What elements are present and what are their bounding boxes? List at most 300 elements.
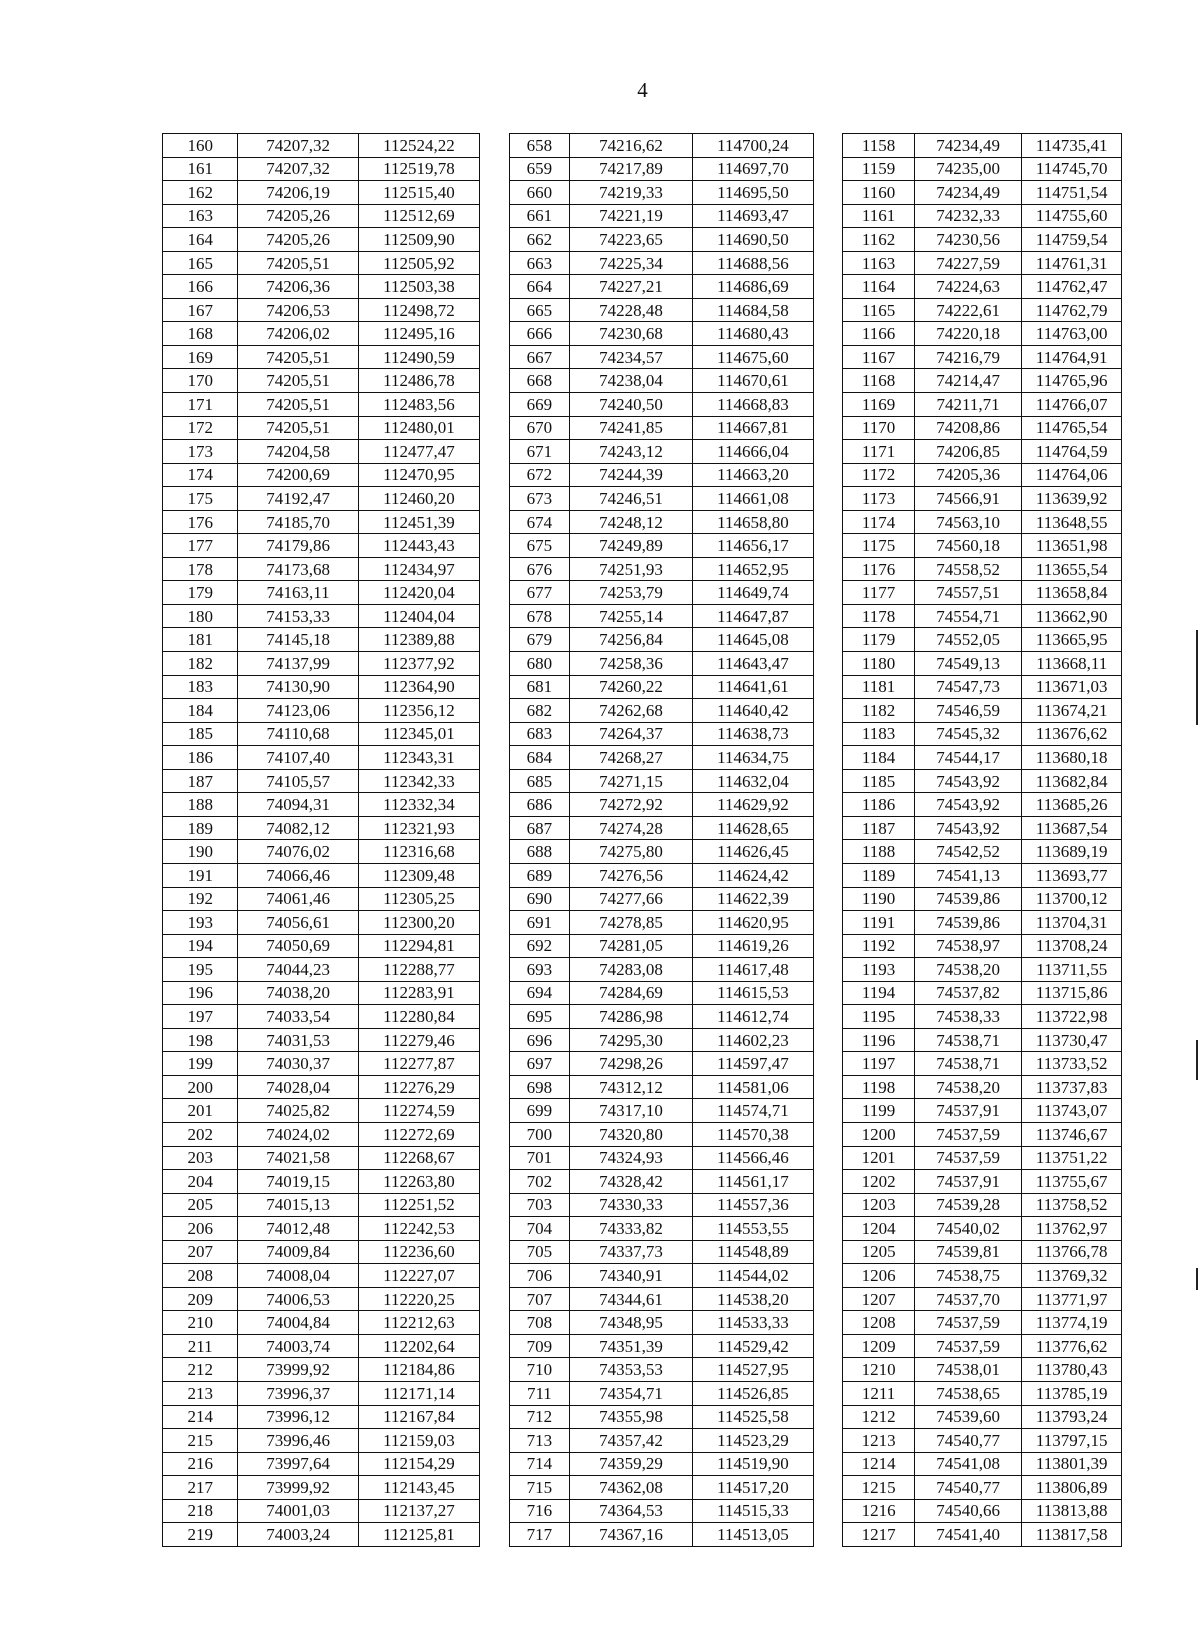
x-coordinate-cell: 74353,53: [570, 1358, 692, 1382]
x-coordinate-cell: 74317,10: [570, 1099, 692, 1123]
x-coordinate-cell: 74185,70: [238, 510, 358, 534]
column-group-gap: [480, 816, 509, 840]
point-number-cell: 1175: [843, 534, 914, 558]
point-number-cell: 1212: [843, 1405, 914, 1429]
coordinates-table: [162, 133, 1122, 1547]
y-coordinate-cell: 113682,84: [1022, 769, 1122, 793]
point-number-cell: 160: [163, 134, 238, 158]
point-number-cell: 701: [509, 1146, 570, 1170]
x-coordinate-cell: 74001,03: [238, 1499, 358, 1523]
point-number-cell: 167: [163, 298, 238, 322]
y-coordinate-cell: 114700,24: [692, 134, 813, 158]
table-row: [163, 1028, 1122, 1052]
column-group-gap: [480, 1193, 509, 1217]
y-coordinate-cell: 112283,91: [358, 981, 479, 1005]
table-row: [163, 181, 1122, 205]
y-coordinate-cell: 113771,97: [1022, 1287, 1122, 1311]
y-coordinate-cell: 114690,50: [692, 228, 813, 252]
point-number-cell: 162: [163, 181, 238, 205]
column-group-gap: [480, 675, 509, 699]
x-coordinate-cell: 74359,29: [570, 1452, 692, 1476]
column-group-gap: [480, 1217, 509, 1241]
y-coordinate-cell: 114693,47: [692, 204, 813, 228]
point-number-cell: 1171: [843, 440, 914, 464]
column-group-gap: [814, 652, 843, 676]
x-coordinate-cell: 74541,40: [914, 1523, 1022, 1547]
x-coordinate-cell: 74234,49: [914, 134, 1022, 158]
table-row: [163, 510, 1122, 534]
y-coordinate-cell: 112480,01: [358, 416, 479, 440]
point-number-cell: 207: [163, 1240, 238, 1264]
x-coordinate-cell: 74275,80: [570, 840, 692, 864]
y-coordinate-cell: 113693,77: [1022, 863, 1122, 887]
x-coordinate-cell: 74217,89: [570, 157, 692, 181]
column-group-gap: [814, 463, 843, 487]
x-coordinate-cell: 74248,12: [570, 510, 692, 534]
x-coordinate-cell: 74173,68: [238, 557, 358, 581]
x-coordinate-cell: 74281,05: [570, 934, 692, 958]
y-coordinate-cell: 114570,38: [692, 1122, 813, 1146]
y-coordinate-cell: 114553,55: [692, 1217, 813, 1241]
column-group-gap: [480, 863, 509, 887]
table-row: [163, 1311, 1122, 1335]
point-number-cell: 161: [163, 157, 238, 181]
y-coordinate-cell: 114686,69: [692, 275, 813, 299]
point-number-cell: 676: [509, 557, 570, 581]
y-coordinate-cell: 114624,42: [692, 863, 813, 887]
column-group-gap: [814, 1122, 843, 1146]
column-group-gap: [480, 1005, 509, 1029]
y-coordinate-cell: 112451,39: [358, 510, 479, 534]
point-number-cell: 663: [509, 251, 570, 275]
x-coordinate-cell: 74545,32: [914, 722, 1022, 746]
column-group-gap: [480, 1240, 509, 1264]
point-number-cell: 667: [509, 345, 570, 369]
x-coordinate-cell: 74283,08: [570, 958, 692, 982]
point-number-cell: 697: [509, 1052, 570, 1076]
point-number-cell: 218: [163, 1499, 238, 1523]
table-row: [163, 1170, 1122, 1194]
y-coordinate-cell: 114666,04: [692, 440, 813, 464]
x-coordinate-cell: 74355,98: [570, 1405, 692, 1429]
point-number-cell: 213: [163, 1381, 238, 1405]
point-number-cell: 1200: [843, 1122, 914, 1146]
point-number-cell: 705: [509, 1240, 570, 1264]
y-coordinate-cell: 112272,69: [358, 1122, 479, 1146]
y-coordinate-cell: 114640,42: [692, 699, 813, 723]
y-coordinate-cell: 114759,54: [1022, 228, 1122, 252]
x-coordinate-cell: 74179,86: [238, 534, 358, 558]
x-coordinate-cell: 74543,92: [914, 769, 1022, 793]
column-group-gap: [814, 746, 843, 770]
point-number-cell: 706: [509, 1264, 570, 1288]
x-coordinate-cell: 74243,12: [570, 440, 692, 464]
x-coordinate-cell: 74234,57: [570, 345, 692, 369]
column-group-gap: [480, 652, 509, 676]
column-group-gap: [480, 1311, 509, 1335]
point-number-cell: 712: [509, 1405, 570, 1429]
column-group-gap: [480, 604, 509, 628]
table-row: [163, 1122, 1122, 1146]
point-number-cell: 695: [509, 1005, 570, 1029]
column-group-gap: [814, 510, 843, 534]
x-coordinate-cell: 74554,71: [914, 604, 1022, 628]
y-coordinate-cell: 114649,74: [692, 581, 813, 605]
column-group-gap: [814, 1264, 843, 1288]
point-number-cell: 1187: [843, 816, 914, 840]
y-coordinate-cell: 113648,55: [1022, 510, 1122, 534]
column-group-gap: [480, 722, 509, 746]
point-number-cell: 206: [163, 1217, 238, 1241]
y-coordinate-cell: 113658,84: [1022, 581, 1122, 605]
x-coordinate-cell: 74537,59: [914, 1146, 1022, 1170]
point-number-cell: 186: [163, 746, 238, 770]
y-coordinate-cell: 113689,19: [1022, 840, 1122, 864]
table-row: [163, 369, 1122, 393]
y-coordinate-cell: 113674,21: [1022, 699, 1122, 723]
column-group-gap: [480, 1052, 509, 1076]
column-group-gap: [480, 793, 509, 817]
y-coordinate-cell: 114755,60: [1022, 204, 1122, 228]
point-number-cell: 1207: [843, 1287, 914, 1311]
column-group-gap: [480, 345, 509, 369]
point-number-cell: 662: [509, 228, 570, 252]
y-coordinate-cell: 112279,46: [358, 1028, 479, 1052]
point-number-cell: 1206: [843, 1264, 914, 1288]
x-coordinate-cell: 74264,37: [570, 722, 692, 746]
column-group-gap: [814, 275, 843, 299]
point-number-cell: 209: [163, 1287, 238, 1311]
point-number-cell: 714: [509, 1452, 570, 1476]
point-number-cell: 166: [163, 275, 238, 299]
point-number-cell: 180: [163, 604, 238, 628]
point-number-cell: 1185: [843, 769, 914, 793]
column-group-gap: [814, 1005, 843, 1029]
x-coordinate-cell: 74038,20: [238, 981, 358, 1005]
x-coordinate-cell: 73996,37: [238, 1381, 358, 1405]
x-coordinate-cell: 74211,71: [914, 393, 1022, 417]
y-coordinate-cell: 114602,23: [692, 1028, 813, 1052]
point-number-cell: 1164: [843, 275, 914, 299]
point-number-cell: 179: [163, 581, 238, 605]
point-number-cell: 1167: [843, 345, 914, 369]
point-number-cell: 694: [509, 981, 570, 1005]
point-number-cell: 1183: [843, 722, 914, 746]
column-group-gap: [480, 440, 509, 464]
y-coordinate-cell: 113700,12: [1022, 887, 1122, 911]
y-coordinate-cell: 113639,92: [1022, 487, 1122, 511]
x-coordinate-cell: 74012,48: [238, 1217, 358, 1241]
point-number-cell: 1202: [843, 1170, 914, 1194]
y-coordinate-cell: 112512,69: [358, 204, 479, 228]
x-coordinate-cell: 74543,92: [914, 793, 1022, 817]
y-coordinate-cell: 114641,61: [692, 675, 813, 699]
column-group-gap: [480, 981, 509, 1005]
y-coordinate-cell: 114656,17: [692, 534, 813, 558]
column-group-gap: [814, 1075, 843, 1099]
point-number-cell: 1178: [843, 604, 914, 628]
scan-edge-mark: [1196, 1268, 1198, 1290]
point-number-cell: 188: [163, 793, 238, 817]
column-group-gap: [814, 1240, 843, 1264]
point-number-cell: 666: [509, 322, 570, 346]
x-coordinate-cell: 74033,54: [238, 1005, 358, 1029]
x-coordinate-cell: 74227,21: [570, 275, 692, 299]
x-coordinate-cell: 74328,42: [570, 1170, 692, 1194]
y-coordinate-cell: 114764,06: [1022, 463, 1122, 487]
point-number-cell: 1181: [843, 675, 914, 699]
point-number-cell: 181: [163, 628, 238, 652]
table-row: [163, 1287, 1122, 1311]
x-coordinate-cell: 74546,59: [914, 699, 1022, 723]
x-coordinate-cell: 74357,42: [570, 1429, 692, 1453]
point-number-cell: 1186: [843, 793, 914, 817]
column-group-gap: [814, 204, 843, 228]
point-number-cell: 681: [509, 675, 570, 699]
table-row: [163, 1240, 1122, 1264]
x-coordinate-cell: 74207,32: [238, 157, 358, 181]
y-coordinate-cell: 113730,47: [1022, 1028, 1122, 1052]
point-number-cell: 196: [163, 981, 238, 1005]
point-number-cell: 670: [509, 416, 570, 440]
y-coordinate-cell: 112498,72: [358, 298, 479, 322]
point-number-cell: 1195: [843, 1005, 914, 1029]
x-coordinate-cell: 74006,53: [238, 1287, 358, 1311]
x-coordinate-cell: 74004,84: [238, 1311, 358, 1335]
x-coordinate-cell: 74362,08: [570, 1476, 692, 1500]
x-coordinate-cell: 74205,51: [238, 393, 358, 417]
x-coordinate-cell: 74137,99: [238, 652, 358, 676]
x-coordinate-cell: 74312,12: [570, 1075, 692, 1099]
column-group-gap: [480, 769, 509, 793]
y-coordinate-cell: 114765,96: [1022, 369, 1122, 393]
x-coordinate-cell: 74538,71: [914, 1028, 1022, 1052]
point-number-cell: 710: [509, 1358, 570, 1382]
point-number-cell: 163: [163, 204, 238, 228]
y-coordinate-cell: 112288,77: [358, 958, 479, 982]
column-group-gap: [480, 416, 509, 440]
x-coordinate-cell: 74549,13: [914, 652, 1022, 676]
y-coordinate-cell: 112212,63: [358, 1311, 479, 1335]
x-coordinate-cell: 74274,28: [570, 816, 692, 840]
column-group-gap: [814, 1052, 843, 1076]
y-coordinate-cell: 114680,43: [692, 322, 813, 346]
column-group-gap: [814, 722, 843, 746]
y-coordinate-cell: 114697,70: [692, 157, 813, 181]
y-coordinate-cell: 113751,22: [1022, 1146, 1122, 1170]
point-number-cell: 1191: [843, 911, 914, 935]
x-coordinate-cell: 73997,64: [238, 1452, 358, 1476]
x-coordinate-cell: 74224,63: [914, 275, 1022, 299]
column-group-gap: [814, 1429, 843, 1453]
point-number-cell: 711: [509, 1381, 570, 1405]
point-number-cell: 212: [163, 1358, 238, 1382]
y-coordinate-cell: 113776,62: [1022, 1334, 1122, 1358]
x-coordinate-cell: 74200,69: [238, 463, 358, 487]
y-coordinate-cell: 112343,31: [358, 746, 479, 770]
x-coordinate-cell: 74541,13: [914, 863, 1022, 887]
x-coordinate-cell: 74260,22: [570, 675, 692, 699]
y-coordinate-cell: 112342,33: [358, 769, 479, 793]
x-coordinate-cell: 74105,57: [238, 769, 358, 793]
x-coordinate-cell: 74538,97: [914, 934, 1022, 958]
table-row: [163, 699, 1122, 723]
column-group-gap: [814, 157, 843, 181]
point-number-cell: 688: [509, 840, 570, 864]
point-number-cell: 1162: [843, 228, 914, 252]
point-number-cell: 178: [163, 557, 238, 581]
column-group-gap: [480, 204, 509, 228]
x-coordinate-cell: 74552,05: [914, 628, 1022, 652]
table-row: [163, 581, 1122, 605]
x-coordinate-cell: 74543,92: [914, 816, 1022, 840]
y-coordinate-cell: 114612,74: [692, 1005, 813, 1029]
y-coordinate-cell: 112420,04: [358, 581, 479, 605]
y-coordinate-cell: 112509,90: [358, 228, 479, 252]
point-number-cell: 672: [509, 463, 570, 487]
y-coordinate-cell: 112470,95: [358, 463, 479, 487]
column-group-gap: [814, 1358, 843, 1382]
point-number-cell: 665: [509, 298, 570, 322]
point-number-cell: 693: [509, 958, 570, 982]
x-coordinate-cell: 74320,80: [570, 1122, 692, 1146]
point-number-cell: 214: [163, 1405, 238, 1429]
x-coordinate-cell: 74024,02: [238, 1122, 358, 1146]
table-row: [163, 1499, 1122, 1523]
column-group-gap: [480, 581, 509, 605]
x-coordinate-cell: 74082,12: [238, 816, 358, 840]
column-group-gap: [814, 1311, 843, 1335]
point-number-cell: 679: [509, 628, 570, 652]
y-coordinate-cell: 114620,95: [692, 911, 813, 935]
column-group-gap: [480, 1429, 509, 1453]
y-coordinate-cell: 112294,81: [358, 934, 479, 958]
x-coordinate-cell: 74268,27: [570, 746, 692, 770]
point-number-cell: 689: [509, 863, 570, 887]
y-coordinate-cell: 112356,12: [358, 699, 479, 723]
column-group-gap: [814, 1405, 843, 1429]
x-coordinate-cell: 74256,84: [570, 628, 692, 652]
column-group-gap: [814, 1028, 843, 1052]
x-coordinate-cell: 74019,15: [238, 1170, 358, 1194]
point-number-cell: 1182: [843, 699, 914, 723]
y-coordinate-cell: 114652,95: [692, 557, 813, 581]
column-group-gap: [814, 1334, 843, 1358]
y-coordinate-cell: 112364,90: [358, 675, 479, 699]
y-coordinate-cell: 112202,64: [358, 1334, 479, 1358]
table-row: [163, 557, 1122, 581]
column-group-gap: [814, 1287, 843, 1311]
y-coordinate-cell: 113715,86: [1022, 981, 1122, 1005]
point-number-cell: 168: [163, 322, 238, 346]
x-coordinate-cell: 74009,84: [238, 1240, 358, 1264]
x-coordinate-cell: 74272,92: [570, 793, 692, 817]
column-group-gap: [480, 298, 509, 322]
y-coordinate-cell: 112274,59: [358, 1099, 479, 1123]
x-coordinate-cell: 74031,53: [238, 1028, 358, 1052]
x-coordinate-cell: 74219,33: [570, 181, 692, 205]
y-coordinate-cell: 112184,86: [358, 1358, 479, 1382]
y-coordinate-cell: 113651,98: [1022, 534, 1122, 558]
x-coordinate-cell: 74107,40: [238, 746, 358, 770]
y-coordinate-cell: 114668,83: [692, 393, 813, 417]
x-coordinate-cell: 74214,47: [914, 369, 1022, 393]
y-coordinate-cell: 113793,24: [1022, 1405, 1122, 1429]
point-number-cell: 699: [509, 1099, 570, 1123]
column-group-gap: [814, 134, 843, 158]
column-group-gap: [480, 510, 509, 534]
y-coordinate-cell: 112268,67: [358, 1146, 479, 1170]
table-row: [163, 298, 1122, 322]
y-coordinate-cell: 114675,60: [692, 345, 813, 369]
y-coordinate-cell: 112227,07: [358, 1264, 479, 1288]
x-coordinate-cell: 74235,00: [914, 157, 1022, 181]
point-number-cell: 677: [509, 581, 570, 605]
scan-edge-mark: [1196, 630, 1198, 725]
y-coordinate-cell: 113817,58: [1022, 1523, 1122, 1547]
point-number-cell: 192: [163, 887, 238, 911]
y-coordinate-cell: 114615,53: [692, 981, 813, 1005]
table-row: [163, 887, 1122, 911]
y-coordinate-cell: 112486,78: [358, 369, 479, 393]
column-group-gap: [480, 1523, 509, 1547]
x-coordinate-cell: 74208,86: [914, 416, 1022, 440]
table-row: [163, 1005, 1122, 1029]
table-row: [163, 793, 1122, 817]
y-coordinate-cell: 112263,80: [358, 1170, 479, 1194]
column-group-gap: [480, 369, 509, 393]
y-coordinate-cell: 114544,02: [692, 1264, 813, 1288]
point-number-cell: 668: [509, 369, 570, 393]
x-coordinate-cell: 74298,26: [570, 1052, 692, 1076]
y-coordinate-cell: 112137,27: [358, 1499, 479, 1523]
point-number-cell: 696: [509, 1028, 570, 1052]
y-coordinate-cell: 112316,68: [358, 840, 479, 864]
column-group-gap: [480, 958, 509, 982]
point-number-cell: 698: [509, 1075, 570, 1099]
x-coordinate-cell: 74262,68: [570, 699, 692, 723]
point-number-cell: 208: [163, 1264, 238, 1288]
point-number-cell: 692: [509, 934, 570, 958]
point-number-cell: 1217: [843, 1523, 914, 1547]
column-group-gap: [480, 393, 509, 417]
point-number-cell: 1180: [843, 652, 914, 676]
x-coordinate-cell: 74540,77: [914, 1429, 1022, 1453]
y-coordinate-cell: 112505,92: [358, 251, 479, 275]
table-row: [163, 463, 1122, 487]
point-number-cell: 683: [509, 722, 570, 746]
column-group-gap: [814, 840, 843, 864]
x-coordinate-cell: 74066,46: [238, 863, 358, 887]
column-group-gap: [814, 769, 843, 793]
point-number-cell: 702: [509, 1170, 570, 1194]
x-coordinate-cell: 74205,51: [238, 416, 358, 440]
x-coordinate-cell: 73996,46: [238, 1429, 358, 1453]
y-coordinate-cell: 114574,71: [692, 1099, 813, 1123]
column-group-gap: [814, 1170, 843, 1194]
y-coordinate-cell: 112321,93: [358, 816, 479, 840]
x-coordinate-cell: 74205,26: [238, 204, 358, 228]
x-coordinate-cell: 74540,66: [914, 1499, 1022, 1523]
point-number-cell: 182: [163, 652, 238, 676]
x-coordinate-cell: 74056,61: [238, 911, 358, 935]
y-coordinate-cell: 112159,03: [358, 1429, 479, 1453]
y-coordinate-cell: 112242,53: [358, 1217, 479, 1241]
y-coordinate-cell: 113711,55: [1022, 958, 1122, 982]
y-coordinate-cell: 114762,47: [1022, 275, 1122, 299]
column-group-gap: [814, 699, 843, 723]
y-coordinate-cell: 114513,05: [692, 1523, 813, 1547]
